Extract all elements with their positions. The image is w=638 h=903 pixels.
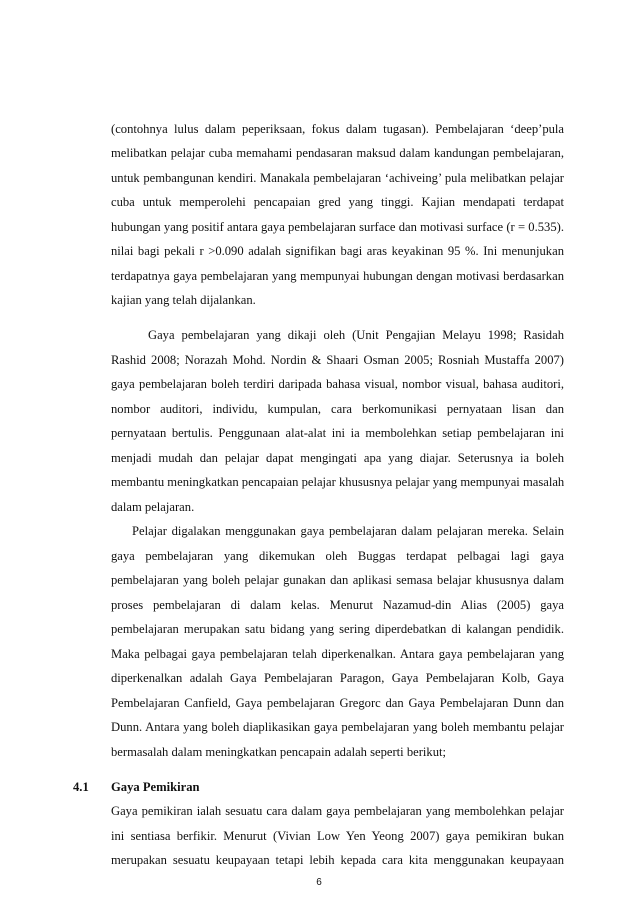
paragraph2-line: Gaya pembelajaran yang dikaji oleh (Unit Pengajian Melayu 1998; Rasidah	[148, 328, 564, 342]
section-line: ini sentiasa berfikir. Menurut (Vivian Low Yen Yeong 2007) gaya pemikiran bukan	[111, 829, 564, 843]
paragraph1-line: terdapatnya gaya pembelajaran yang mempunyai hubungan dengan motivasi berdasarkan	[111, 269, 564, 283]
section-line: merupakan sesuatu keupayaan tetapi lebih kepada cara kita menggunakan keupayaan	[111, 853, 564, 867]
paragraph3-line: pembelajaran yang boleh pelajar gunakan dan aplikasi semasa belajar khususnya dalam	[111, 573, 564, 587]
paragraph1-line: (contohnya lulus dalam peperiksaan, fokus dalam tugasan). Pembelajaran ‘deep’pula	[111, 122, 564, 136]
paragraph3-line: Maka pelbagai gaya pembelajaran telah diperkenalkan. Antara gaya pembelajaran yang	[111, 647, 564, 661]
paragraph1-line: untuk pembangunan kendiri. Manakala pembelajaran ‘achiveing’ pula melibatkan pelajar	[111, 171, 564, 185]
paragraph2-line: gaya pembelajaran boleh terdiri daripada bahasa visual, nombor visual, bahasa auditori,	[111, 377, 564, 391]
paragraph3-line: Dunn. Antara yang boleh diaplikasikan gaya pembelajaran yang boleh membantu pelajar	[111, 720, 564, 734]
paragraph3-line: pembelajaran merupakan satu bidang yang sering diperdebatkan di kalangan pendidik.	[111, 622, 564, 636]
paragraph3-line: proses pembelajaran di dalam kelas. Menurut Nazamud-din Alias (2005) gaya	[111, 598, 564, 612]
paragraph1-line: kajian yang telah dijalankan.	[111, 293, 256, 307]
paragraph3-line: gaya pembelajaran yang dikemukan oleh Buggas terdapat pelbagai lagi gaya	[111, 549, 564, 563]
paragraph2-line: membantu meningkatkan pencapaian pelajar khususnya pelajar yang mempunyai masalah	[111, 475, 565, 489]
paragraph2-line: pernyataan bertulis. Penggunaan alat-alat ini ia membolehkan setiap pembelajaran ini	[111, 426, 564, 440]
paragraph2-line: Rashid 2008; Norazah Mohd. Nordin & Shaari Osman 2005; Rosniah Mustaffa 2007)	[111, 353, 564, 367]
paragraph2-line: nombor auditori, individu, kumpulan, cara berkomunikasi pernyataan lisan dan	[111, 402, 564, 416]
page-number: 6	[316, 877, 322, 888]
section-number: 4.1	[73, 780, 89, 794]
section-line: Gaya pemikiran ialah sesuatu cara dalam gaya pembelajaran yang membolehkan pelajar	[111, 804, 564, 818]
paragraph3-line: bermasalah dalam meningkatkan pencapain adalah seperti berikut;	[111, 745, 446, 759]
section-title: Gaya Pemikiran	[111, 780, 200, 794]
paragraph2-line: menjadi mudah dan pelajar dapat mengingati apa yang diajar. Seterusnya ia boleh	[111, 451, 564, 465]
paragraph3-line: Pelajar digalakan menggunakan gaya pembelajaran dalam pelajaran mereka. Selain	[132, 524, 564, 538]
paragraph1-line: nilai bagi pekali r >0.090 adalah signifikan bagi aras keyakinan 95 %. Ini menunjukan	[111, 244, 564, 258]
paragraph3-line: Pembelajaran Canfield, Gaya pembelajaran Gregorc dan Gaya Pembelajaran Dunn dan	[111, 696, 564, 710]
paragraph1-line: melibatkan pelajar cuba memahami pendasaran maksud dalam kandungan pembelajaran,	[111, 146, 564, 160]
paragraph3-line: diperkenalkan adalah Gaya Pembelajaran Paragon, Gaya Pembelajaran Kolb, Gaya	[111, 671, 564, 685]
paragraph2-line: dalam pelajaran.	[111, 500, 195, 514]
paragraph1-line: cuba untuk memperolehi pencapaian gred yang tinggi. Kajian mendapati terdapat	[111, 195, 564, 209]
paragraph1-line: hubungan yang positif antara gaya pembelajaran surface dan motivasi surface (r = 0.535).	[111, 220, 564, 234]
